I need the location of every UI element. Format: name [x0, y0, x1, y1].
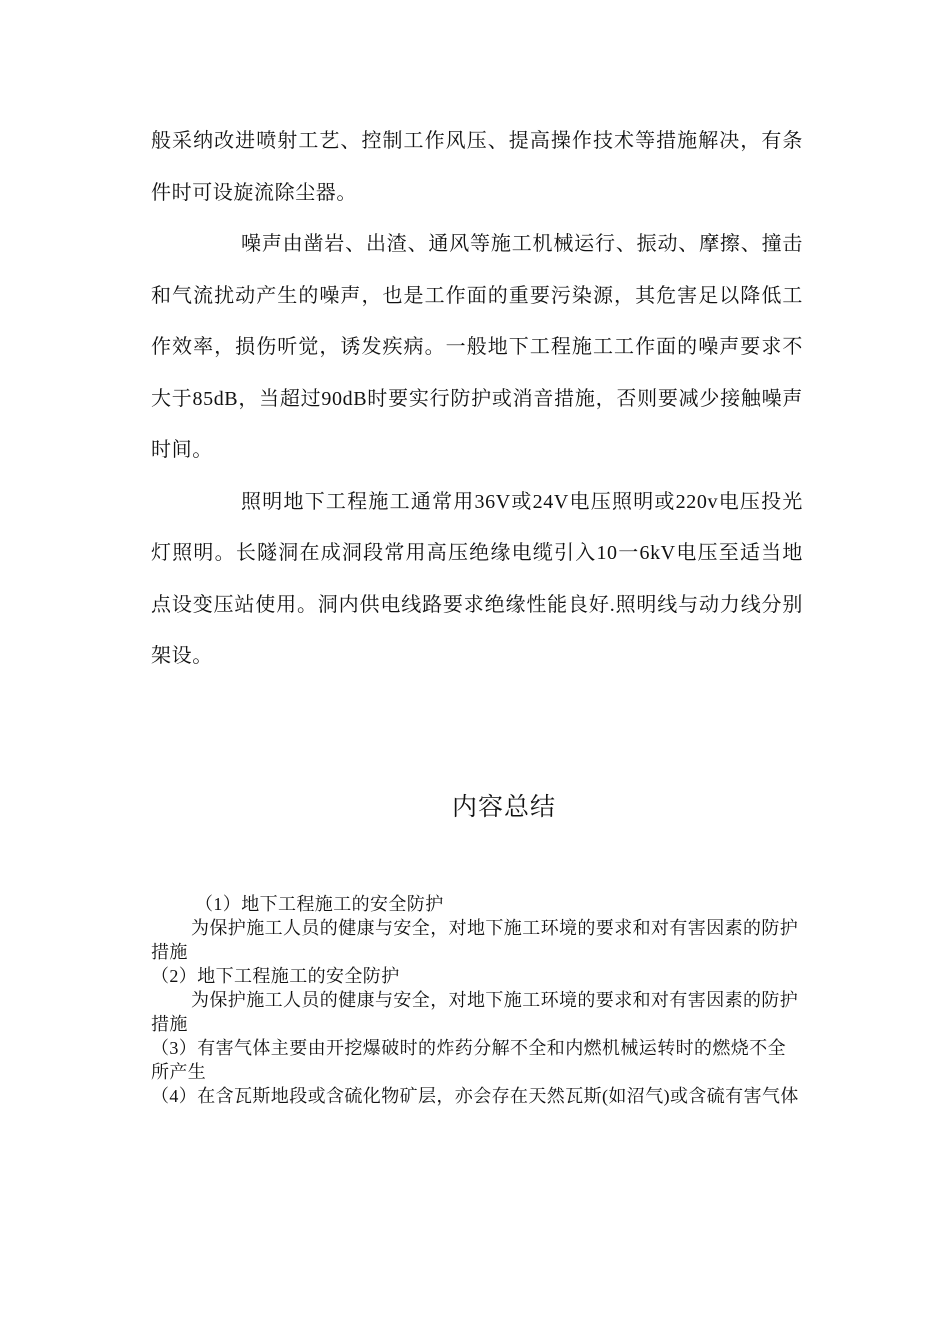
summary-item-2-desc: 为保护施工人员的健康与安全，对地下施工环境的要求和对有害因素的防护措施: [151, 990, 799, 1034]
summary-item-1: （1）地下工程施工的安全防护: [195, 894, 444, 914]
summary-item-1-desc: 为保护施工人员的健康与安全，对地下施工环境的要求和对有害因素的防护措施: [151, 918, 799, 962]
summary-title: 内容总结: [451, 794, 556, 821]
summary-item-2: （2）地下工程施工的安全防护: [151, 966, 400, 986]
body-text: [151, 116, 803, 683]
summary-item-4: （4）在含瓦斯地段或含硫化物矿层，亦会存在天然瓦斯(如沼气)或含硫有害气体: [151, 1086, 799, 1106]
paragraph-dust-control: 般采纳改进喷射工艺、控制工作风压、提高操作技术等措施解决，有条件时可设旋流除尘器。: [151, 130, 803, 204]
paragraph-lighting: 照明地下工程施工通常用36V或24V电压照明或220v电压投光灯照明。长隧洞在成洞段常用高压绝缘电缆引入10一6kV电压至适当地点设变压站使用。洞内供电线路要求绝缘性能良好.照明线与动力线分别架设。: [151, 490, 803, 667]
summary-list: [151, 892, 803, 1108]
paragraph-noise: 噪声由凿岩、出渣、通风等施工机械运行、振动、摩擦、撞击和气流扰动产生的噪声，也是工作面的重要污染源，其危害足以降低工作效率，损伤听觉，诱发疾病。一般地下工程施工工作面的噪声要求不大于85dB，当超过90dB时要实行防护或消音措施，否则要减少接触噪声时间。: [151, 233, 803, 461]
summary-item-3: （3）有害气体主要由开挖爆破时的炸药分解不全和内燃机械运转时的燃烧不全所产生: [151, 1038, 786, 1082]
